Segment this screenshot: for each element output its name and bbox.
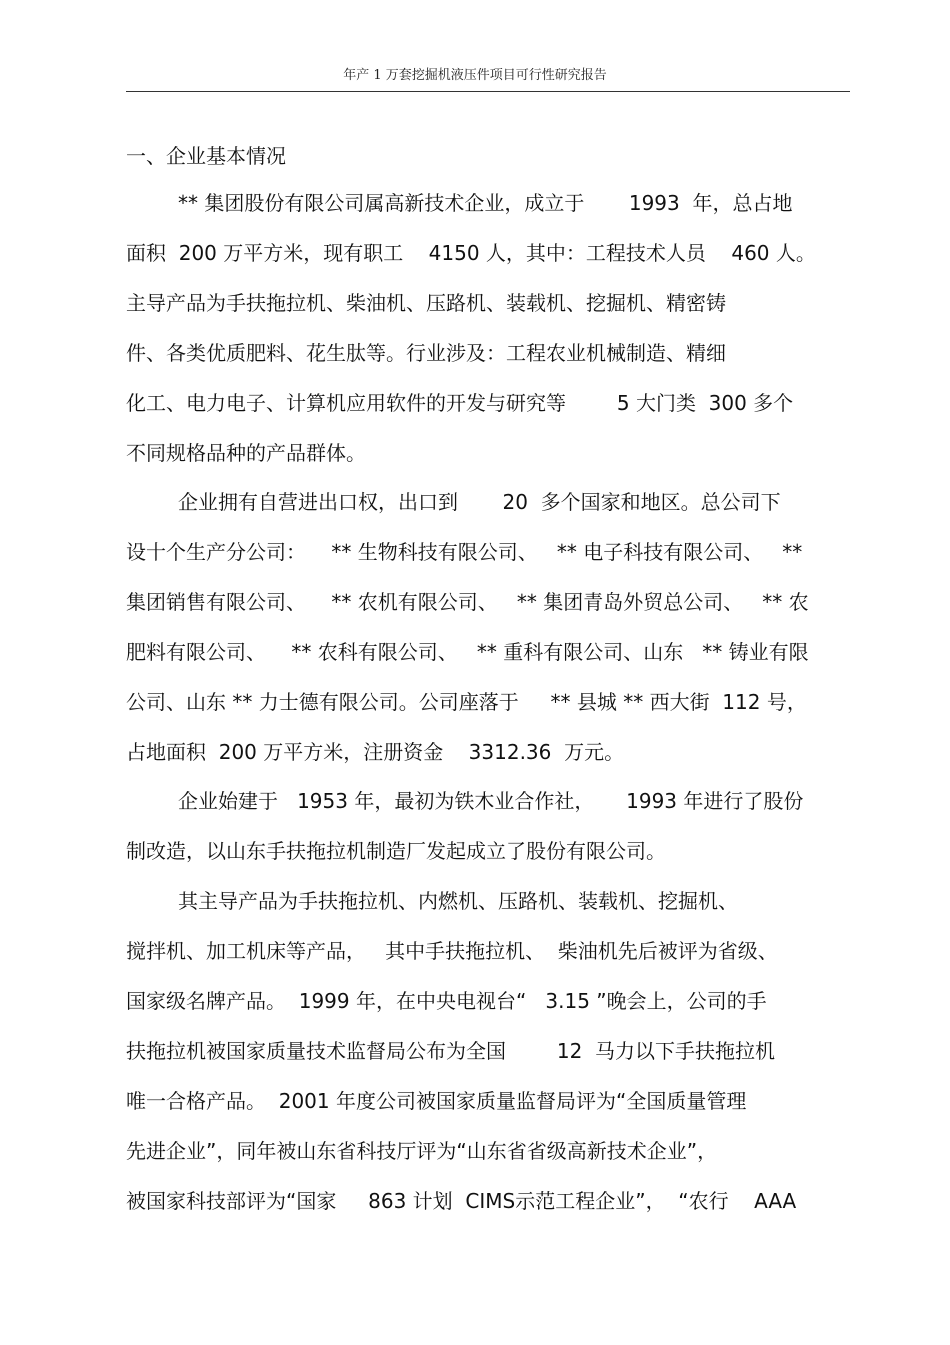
body-line: 搅拌机、加工机床等产品， 其中手扶拖拉机、 柴油机先后被评为省级、 <box>126 939 778 963</box>
body-line: 企业始建于 1953 年，最初为铁木业合作社， 1993 年进行了股份 <box>178 789 804 813</box>
header-rule <box>126 91 850 92</box>
body-line: 设十个生产分公司： ** 生物科技有限公司、 ** 电子科技有限公司、 ** <box>126 540 803 564</box>
body-line: 先进企业”，同年被山东省科技厅评为“山东省省级高新技术企业”， <box>126 1139 718 1163</box>
body-line: 化工、电力电子、计算机应用软件的开发与研究等 5 大门类 300 多个 <box>126 391 794 415</box>
body-line: 不同规格品种的产品群体。 <box>126 441 366 465</box>
body-line: 肥料有限公司、 ** 农科有限公司、 ** 重科有限公司、山东 ** 铸业有限 <box>126 640 809 664</box>
body-line: 被国家科技部评为“国家 863 计划 CIMS示范工程企业”， “农行 AAA <box>126 1189 797 1213</box>
body-line: 面积 200 万平方米，现有职工 4150 人，其中：工程技术人员 460 人。 <box>126 241 816 265</box>
body-line: 企业拥有自营进出口权，出口到 20 多个国家和地区。总公司下 <box>178 490 781 514</box>
body-line: 唯一合格产品。 2001 年度公司被国家质量监督局评为“全国质量管理 <box>126 1089 747 1113</box>
section-heading: 一、企业基本情况 <box>126 144 286 168</box>
body-line: 扶拖拉机被国家质量技术监督局公布为全国 12 马力以下手扶拖拉机 <box>126 1039 776 1063</box>
body-line: 制改造，以山东手扶拖拉机制造厂发起成立了股份有限公司。 <box>126 839 666 863</box>
body-line: 占地面积 200 万平方米，注册资金 3312.36 万元。 <box>126 740 625 764</box>
body-line: 公司、山东 ** 力士德有限公司。公司座落于 ** 县城 ** 西大街 112 号， <box>126 690 807 714</box>
body-line: 国家级名牌产品。 1999 年，在中央电视台“ 3.15 ”晚会上，公司的手 <box>126 989 767 1013</box>
body-line: 件、各类优质肥料、花生肽等。行业涉及：工程农业机械制造、精细 <box>126 341 726 365</box>
running-header: 年产 1 万套挖掘机液压件项目可行性研究报告 <box>343 68 607 83</box>
body-line: 其主导产品为手扶拖拉机、内燃机、压路机、装载机、挖掘机、 <box>178 889 738 913</box>
body-line: ** 集团股份有限公司属高新技术企业，成立于 1993 年，总占地 <box>178 191 793 215</box>
body-line: 主导产品为手扶拖拉机、柴油机、压路机、装载机、挖掘机、精密铸 <box>126 291 726 315</box>
body-line: 集团销售有限公司、 ** 农机有限公司、 ** 集团青岛外贸总公司、 ** 农 <box>126 590 809 614</box>
